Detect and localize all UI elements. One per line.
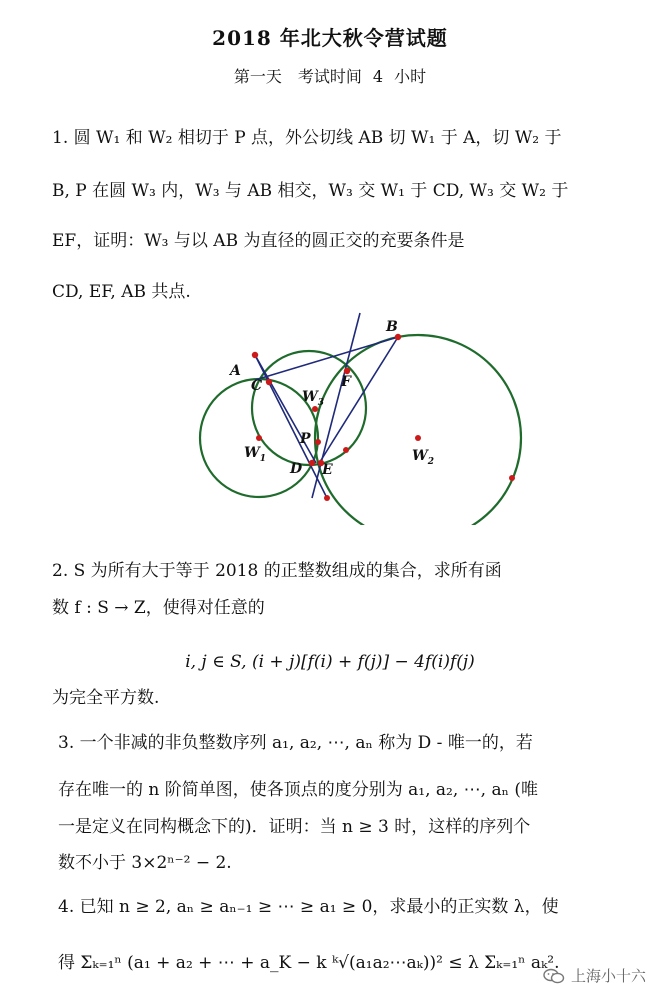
problem-2-line-3: 为完全平方数. bbox=[52, 688, 160, 708]
problem-2-line-1: 2. S 为所有大于等于 2018 的正整数组成的集合，求所有函 bbox=[52, 561, 502, 581]
label-w2: $W_2$ bbox=[412, 448, 434, 467]
page-subtitle: 第一天 考试时间 4 小时 bbox=[233, 67, 427, 86]
problem-3-line-3: 一是定义在同构概念下的)．证明：当 n ≥ 3 时，这样的序列个 bbox=[58, 817, 531, 837]
point-d bbox=[309, 460, 315, 466]
line-ab bbox=[255, 337, 398, 380]
problem-3-line-1: 3. 一个非减的非负整数序列 a₁, a₂, ⋯, aₙ 称为 D - 唯一的，若 bbox=[58, 733, 533, 753]
point-w2-right bbox=[509, 475, 515, 481]
point-w2-center bbox=[415, 435, 421, 441]
problem-4-line-2: 得 Σₖ₌₁ⁿ (a₁ + a₂ + ⋯ + a_K − k ᵏ√(a₁a₂⋯aₖ))² ≤ λ Σₖ₌₁ⁿ aₖ². bbox=[58, 953, 560, 973]
point-bottom bbox=[324, 495, 330, 501]
problem-2-line-2: 数 f : S → Z，使得对任意的 bbox=[52, 598, 265, 618]
wechat-icon bbox=[543, 968, 565, 984]
line-p-b bbox=[318, 337, 398, 465]
watermark-text: 上海小十六 bbox=[570, 967, 646, 985]
label-c: C bbox=[251, 378, 263, 394]
problem-1-line-1: 1. 圆 W₁ 和 W₂ 相切于 P 点，外公切线 AB 切 W₁ 于 A，切 W₂ 于 bbox=[52, 128, 562, 148]
point-p bbox=[315, 439, 321, 445]
problem-1-line-2: B, P 在圆 W₃ 内，W₃ 与 AB 相交，W₃ 交 W₁ 于 CD, W₃ 交 W₂ 于 bbox=[52, 181, 569, 201]
page-title: 2018 年北大秋令营试题 bbox=[212, 26, 448, 50]
point-c bbox=[266, 379, 272, 385]
watermark bbox=[543, 965, 646, 986]
problem-1-line-3: EF，证明：W₃ 与以 AB 为直径的圆正交的充要条件是 bbox=[52, 231, 465, 251]
problem-3-line-2: 存在唯一的 n 阶简单图，使各顶点的度分别为 a₁, a₂, ⋯, aₙ (唯 bbox=[58, 780, 539, 800]
problem-4-line-1: 4. 已知 n ≥ 2, aₙ ≥ aₙ₋₁ ≥ ⋯ ≥ a₁ ≥ 0，求最小的正实数 λ，使 bbox=[58, 897, 559, 917]
label-p: P bbox=[300, 431, 311, 447]
point-a bbox=[252, 352, 258, 358]
label-d: D bbox=[290, 461, 303, 477]
problem-2-formula: i, j ∈ S, (i + j)[f(i) + f(j)] − 4f(i)f(j) bbox=[185, 652, 475, 672]
label-w1: $W_1$ bbox=[244, 445, 266, 464]
geometry-diagram bbox=[180, 305, 530, 525]
point-right-w3 bbox=[343, 447, 349, 453]
problem-3-line-4: 数不小于 3×2ⁿ⁻² − 2. bbox=[58, 853, 232, 873]
label-b: B bbox=[386, 319, 398, 335]
problem-1-line-4: CD, EF, AB 共点. bbox=[52, 282, 191, 302]
label-e: E bbox=[322, 462, 333, 478]
label-a: A bbox=[230, 363, 241, 379]
label-w3: $W_3$ bbox=[302, 389, 324, 408]
label-f: F bbox=[341, 374, 351, 390]
point-w1-center bbox=[256, 435, 262, 441]
